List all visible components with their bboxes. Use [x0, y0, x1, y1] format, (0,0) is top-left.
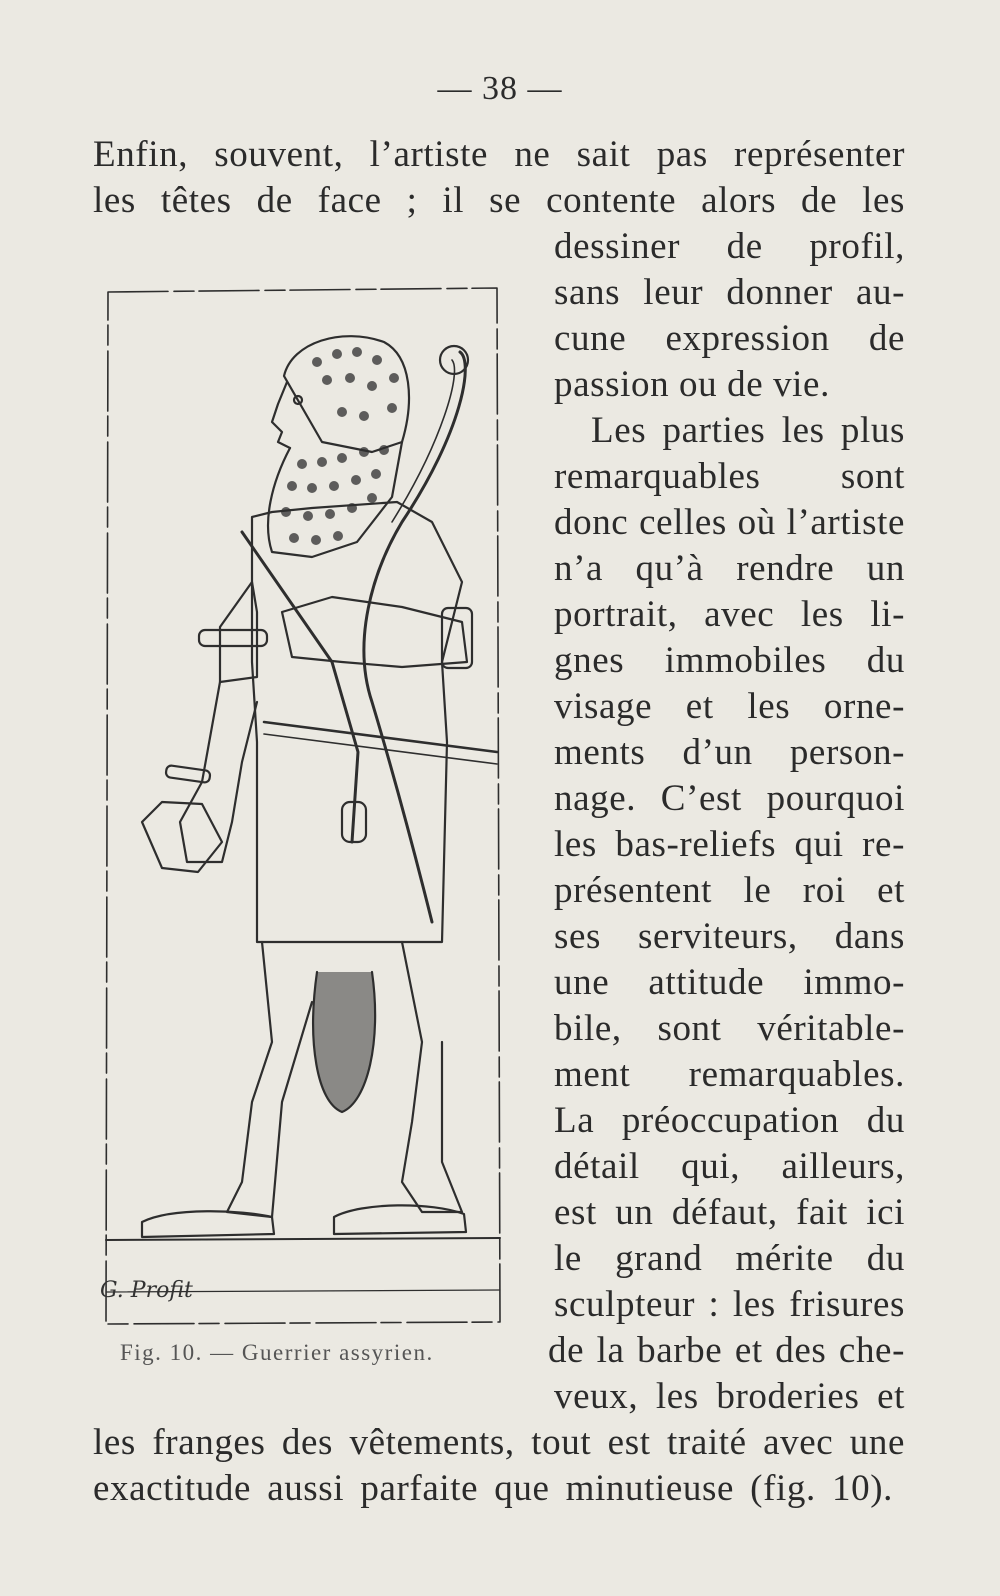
page-number: — 38 — [437, 70, 563, 107]
text-line-20: bile, sont véritable- [554, 1008, 905, 1049]
text-line-22: La préoccupation du [554, 1100, 905, 1141]
text-line-8: remarquables sont [554, 456, 905, 497]
text-line-9: donc celles où l’artiste [554, 502, 905, 543]
text-line-16: les bas-reliefs qui re- [554, 824, 905, 865]
warrior-line-drawing [102, 282, 517, 1330]
text-line-4: sans leur donner au- [554, 272, 905, 313]
text-line-3: dessiner de profil, [554, 226, 905, 267]
text-line-10: n’a qu’à rendre un [554, 548, 905, 589]
text-line-6: passion ou de vie. [554, 364, 830, 405]
text-line-25: le grand mérite du [554, 1238, 905, 1279]
text-line-1: Enfin, souvent, l’artiste ne sait pas représenter [93, 134, 905, 175]
text-line-30: exactitude aussi parfaite que minutieuse (fig. 10). [93, 1468, 893, 1509]
text-line-19: une attitude immo- [554, 962, 905, 1003]
text-line-14: ments d’un person- [554, 732, 905, 773]
text-line-24: est un défaut, fait ici [554, 1192, 905, 1233]
text-line-23: détail qui, ailleurs, [554, 1146, 905, 1187]
text-line-29: les franges des vêtements, tout est traité avec une [93, 1422, 905, 1463]
assyrian-warrior-illustration [102, 282, 517, 1330]
text-line-21: ment remarquables. [554, 1054, 905, 1095]
text-line-17: présentent le roi et [554, 870, 905, 911]
text-line-11: portrait, avec les li- [554, 594, 905, 635]
illustrator-signature: G. Profit [100, 1278, 193, 1303]
text-line-7: Les parties les plus [591, 410, 905, 451]
text-line-2: les têtes de face ; il se contente alors de les [93, 180, 905, 221]
text-line-13: visage et les orne- [554, 686, 905, 727]
text-line-26: sculpteur : les frisures [554, 1284, 905, 1325]
text-line-15: nage. C’est pourquoi [554, 778, 905, 819]
figure-caption: Fig. 10. — Guerrier assyrien. [120, 1340, 434, 1365]
text-line-18: ses serviteurs, dans [554, 916, 905, 957]
text-line-5: cune expression de [554, 318, 905, 359]
text-line-28: veux, les broderies et [554, 1376, 905, 1417]
text-line-12: gnes immobiles du [554, 640, 905, 681]
text-line-27: de la barbe et des che- [548, 1330, 905, 1371]
